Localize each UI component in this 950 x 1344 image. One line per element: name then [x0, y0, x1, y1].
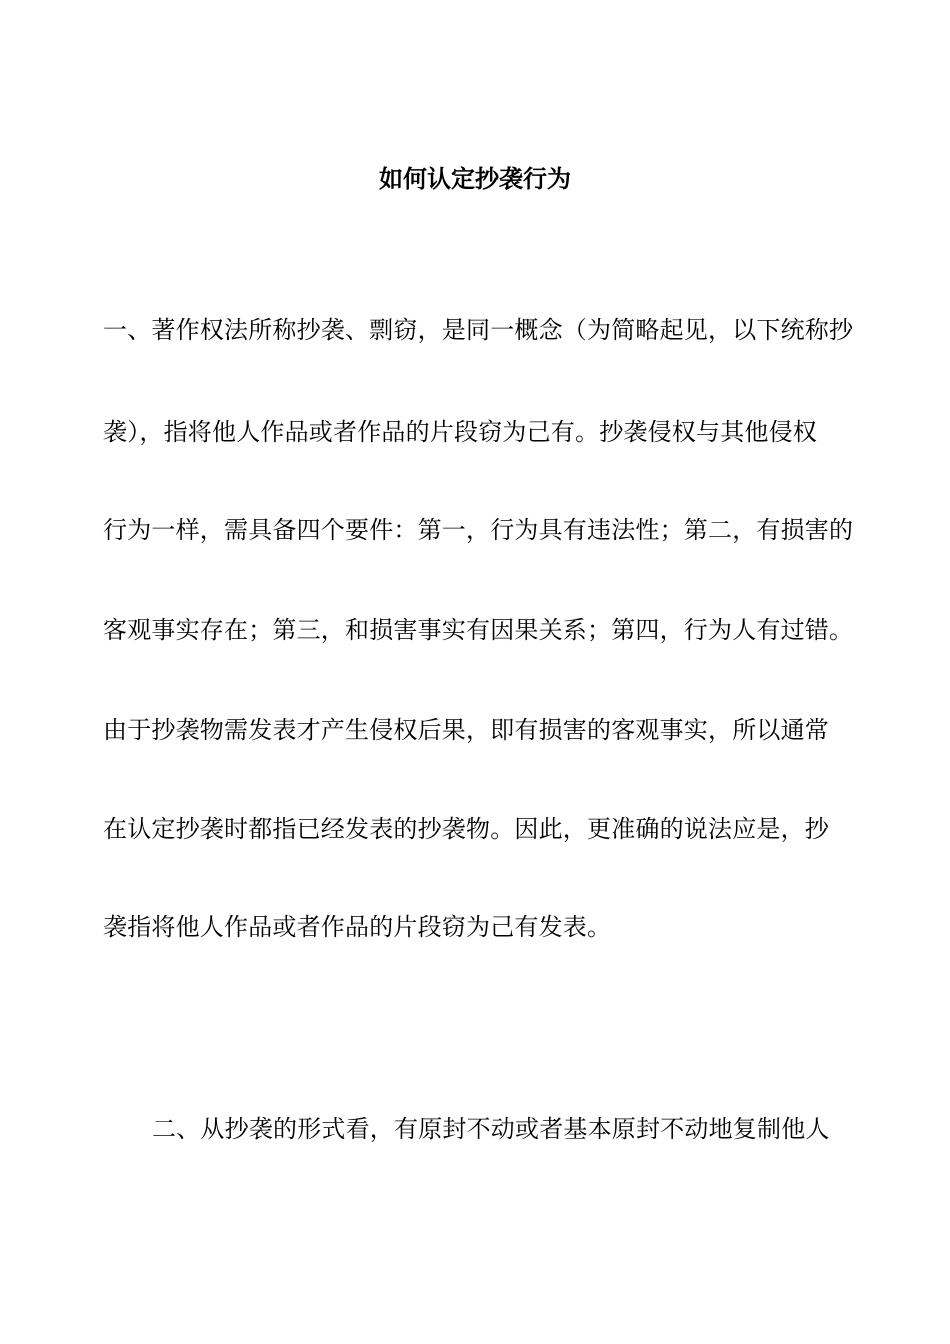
- paragraph-1-line-6: 在认定抄袭时都指已经发表的抄袭物。因此，更准确的说法应是，抄: [103, 815, 829, 843]
- paragraph-1-line-1: 一、著作权法所称抄袭、剽窃，是同一概念（为简略起见，以下统称抄: [103, 316, 854, 344]
- paragraph-1-line-4: 客观事实存在；第三，和损害事实有因果关系；第四，行为人有过错。: [103, 616, 854, 644]
- paragraph-1-line-3: 行为一样，需具备四个要件：第一，行为具有违法性；第二，有损害的: [103, 516, 854, 544]
- paragraph-1-line-7: 袭指将他人作品或者作品的片段窃为己有发表。: [103, 913, 612, 941]
- paragraph-1-line-2: 袭），指将他人作品或者作品的片段窃为己有。抄袭侵权与其他侵权: [103, 418, 817, 446]
- document-title: 如何认定抄袭行为: [379, 164, 571, 193]
- paragraph-1-line-5: 由于抄袭物需发表才产生侵权后果，即有损害的客观事实，所以通常: [103, 716, 829, 744]
- paragraph-2-line-1: 二、从抄袭的形式看，有原封不动或者基本原封不动地复制他人: [152, 1115, 830, 1143]
